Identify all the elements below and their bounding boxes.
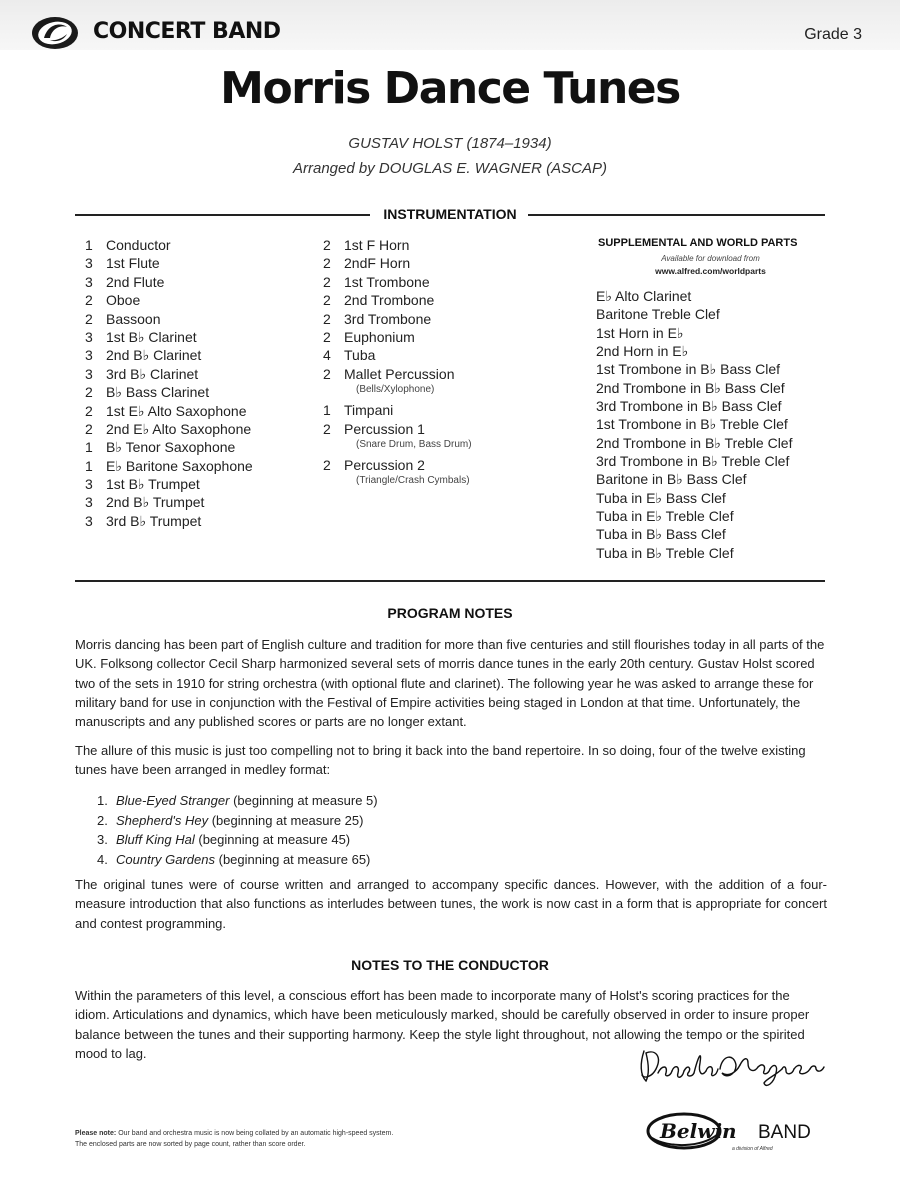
supplemental-item: 3rd Trombone in B♭ Treble Clef: [596, 453, 790, 470]
instrument-name: Percussion 1: [344, 420, 425, 437]
supplemental-item: Baritone Treble Clef: [596, 306, 720, 323]
instrument-name: Timpani: [344, 402, 394, 419]
supplemental-url[interactable]: www.alfred.com/worldparts: [655, 266, 766, 276]
instrument-name: 3rd B♭ Trumpet: [106, 512, 202, 529]
supplemental-item: Tuba in B♭ Bass Clef: [596, 526, 726, 543]
instrument-name: 2nd B♭ Trumpet: [106, 494, 205, 511]
instrument-item: [85, 493, 305, 511]
page-title: Morris Dance Tunes: [220, 63, 680, 114]
composer: GUSTAV HOLST (1874–1934): [348, 135, 552, 152]
instrument-qty: 1: [85, 237, 93, 253]
instrument-qty: 3: [85, 328, 93, 345]
program-notes-para-2: The allure of this music is just too compelling not to bring it back into the band repertoire. In so doing, four of the twelve existing tunes have been arranged in medley format:: [75, 743, 806, 778]
instrument-item: [85, 383, 305, 401]
instrument-qty: 3: [85, 494, 93, 511]
instrument-name: B♭ Tenor Saxophone: [106, 439, 236, 456]
instrument-qty: 2: [85, 310, 93, 327]
instrument-qty: 2: [323, 310, 331, 327]
instrument-name: B♭ Bass Clarinet: [106, 384, 210, 401]
instrument-qty: 1: [85, 439, 93, 456]
supplemental-item: 1st Trombone in B♭ Treble Clef: [596, 416, 788, 433]
conductor-notes-heading: NOTES TO THE CONDUCTOR: [351, 957, 549, 973]
instrument-name: 1st B♭ Trumpet: [106, 476, 200, 493]
supplemental-list: [596, 287, 793, 562]
instrument-item: [323, 236, 543, 254]
rule-right: [528, 214, 825, 216]
instrument-item: [323, 401, 543, 419]
tune-number: 1.: [97, 793, 108, 808]
instrument-item: [85, 420, 305, 438]
instrument-qty: 2: [85, 384, 93, 401]
supplemental-heading: SUPPLEMENTAL AND WORLD PARTS: [598, 237, 798, 249]
instrument-qty: 4: [323, 347, 331, 364]
instrument-item: [323, 310, 543, 328]
tune-number: 4.: [97, 851, 108, 867]
instrument-item: [323, 365, 543, 383]
instrument-qty: 2: [323, 255, 331, 272]
instrumentation-heading: INSTRUMENTATION: [383, 206, 517, 222]
instrument-item: [323, 420, 543, 438]
grade-label: Grade 3: [804, 26, 862, 43]
instrument-name: 1st B♭ Clarinet: [106, 328, 197, 345]
tune-item: [97, 811, 378, 831]
instrument-item: [323, 291, 543, 309]
supplemental-item: Tuba in B♭ Treble Clef: [596, 544, 734, 561]
program-notes-para-1: Morris dancing has been part of English culture and tradition for more than five centuries and still flourishes today in all parts of the UK. Folksong collector Cecil Sharp harmonized several sets of morris dance tunes in the early 20th century. Gustav Holst scored two of the sets in 1910 for string orchestra (with optional flute and clarinet). The following year he was asked to arrange these for military band for use in conjunction with the Festival of Empire activities being staged in London at that time. Unfortunately, the manuscripts and any published scores or parts are no longer extant.: [75, 637, 825, 730]
instrument-name: 1st E♭ Alto Saxophone: [106, 402, 247, 419]
instrument-name: 2nd B♭ Clarinet: [106, 347, 202, 364]
tune-item: [97, 850, 378, 870]
instrument-item: [85, 328, 305, 346]
footnote: [75, 1128, 393, 1150]
instrument-name: E♭ Baritone Saxophone: [106, 457, 253, 474]
instrument-qty: 2: [85, 420, 93, 437]
instrument-item: [323, 254, 543, 272]
series-title: CONCERT BAND: [93, 19, 281, 44]
instrument-note: [323, 474, 543, 492]
footnote-line-1: Our band and orchestra music is now being collated by an automatic high-speed system.: [116, 1130, 394, 1137]
supplemental-item: 1st Trombone in B♭ Bass Clef: [596, 361, 781, 378]
instrument-item: [85, 273, 305, 291]
instrument-name: Tuba: [344, 347, 376, 364]
instrument-qty: 2: [85, 292, 93, 309]
instrument-list-2: [323, 236, 543, 492]
tune-item: [97, 830, 378, 850]
instrument-qty: 3: [85, 476, 93, 493]
instrument-name: Conductor: [106, 237, 171, 253]
tune-title: Country Gardens: [116, 851, 215, 867]
tune-detail: (beginning at measure 45): [194, 832, 351, 847]
alfred-swoosh-logo-icon: [30, 14, 80, 52]
instrument-qty: 3: [85, 365, 93, 382]
publisher-division: a division of Alfred: [732, 1146, 773, 1152]
instrument-qty: 1: [85, 457, 93, 474]
instrument-name: Percussion 2: [344, 456, 425, 473]
instrument-name: 3rd Trombone: [344, 310, 432, 327]
instrument-item: [85, 291, 305, 309]
instrument-name: 1st Flute: [106, 255, 160, 272]
instrument-qty: 3: [85, 512, 93, 529]
instrument-note: [323, 383, 543, 401]
instrument-item: [85, 438, 305, 456]
publisher-name: Belwin: [660, 1119, 737, 1143]
instrument-note: [323, 438, 543, 456]
program-notes-para-3: The original tunes were of course written and arranged to accompany specific dances. However, with the addition of a four-measure introduction that also functions as interludes between tunes, the work is now cast in a form that is appropriate for concert and contest programming.: [75, 877, 827, 931]
instrument-item: [85, 346, 305, 364]
instrument-name: 1st Trombone: [344, 273, 430, 290]
signature: [636, 1043, 828, 1093]
instrument-item: [85, 310, 305, 328]
supplemental-item: 1st Horn in E♭: [596, 324, 684, 341]
instrument-qty: 2: [323, 420, 331, 437]
instrument-name: Mallet Percussion: [344, 365, 455, 382]
instrument-qty: 2: [323, 456, 331, 473]
supplemental-item: Tuba in E♭ Bass Clef: [596, 489, 726, 506]
instrument-name: Euphonium: [344, 328, 415, 345]
instrument-item: [85, 254, 305, 272]
instrument-name: 2nd Trombone: [344, 292, 435, 309]
instrument-item: [85, 512, 305, 530]
instrument-qty: 2: [323, 328, 331, 345]
tune-number: 3.: [97, 832, 108, 847]
footnote-line-2: The enclosed parts are now sorted by page count, rather than score order.: [75, 1141, 306, 1148]
tune-detail: (beginning at measure 25): [208, 812, 364, 828]
supplemental-item: 2nd Trombone in B♭ Treble Clef: [596, 434, 793, 451]
publisher-band: BAND: [758, 1122, 811, 1143]
instrument-name: 2nd Flute: [106, 273, 165, 290]
instrument-name: (Snare Drum, Bass Drum): [356, 438, 472, 450]
tune-detail: (beginning at measure 65): [215, 851, 371, 867]
instrument-item: [323, 273, 543, 291]
instrument-list-1: [85, 236, 305, 530]
instrument-name: Bassoon: [106, 310, 161, 327]
instrument-name: 2ndF Horn: [344, 255, 411, 272]
instrument-item: [85, 236, 305, 254]
instrument-qty: 3: [85, 347, 93, 364]
instrument-item: [323, 328, 543, 346]
instrument-name: (Bells/Xylophone): [356, 384, 435, 396]
footnote-label: Please note:: [75, 1130, 117, 1137]
instrument-name: 1st F Horn: [344, 237, 410, 253]
supplemental-item: 2nd Horn in E♭: [596, 343, 689, 360]
instrument-name: (Triangle/Crash Cymbals): [356, 475, 470, 487]
tune-detail: (beginning at measure 5): [229, 793, 378, 808]
tune-number: 2.: [97, 812, 108, 828]
supplemental-availability: Available for download from: [661, 254, 760, 263]
instrument-qty: 2: [323, 365, 331, 382]
tune-title: Shepherd's Hey: [116, 812, 209, 828]
supplemental-item: 2nd Trombone in B♭ Bass Clef: [596, 379, 785, 396]
instrument-item: [85, 457, 305, 475]
tune-title: Bluff King Hal: [116, 832, 195, 847]
instrument-qty: 1: [323, 402, 331, 419]
belwin-band-logo: [646, 1112, 836, 1154]
instrument-qty: 3: [85, 273, 93, 290]
instrument-qty: 2: [323, 292, 331, 309]
supplemental-item: 3rd Trombone in B♭ Bass Clef: [596, 398, 782, 415]
instrument-qty: 2: [323, 237, 331, 253]
section-divider: [75, 580, 825, 582]
instrument-item: [85, 365, 305, 383]
instrument-name: Oboe: [106, 292, 141, 309]
instrument-item: [323, 456, 543, 474]
supplemental-item: Baritone in B♭ Bass Clef: [596, 471, 747, 488]
instrument-item: [85, 402, 305, 420]
instrument-item: [85, 475, 305, 493]
tune-list: [97, 791, 378, 869]
program-notes-heading: PROGRAM NOTES: [387, 605, 513, 621]
instrument-qty: 3: [85, 255, 93, 272]
supplemental-item: E♭ Alto Clarinet: [596, 288, 692, 304]
supplemental-item: Tuba in E♭ Treble Clef: [596, 508, 734, 525]
arranger: Arranged by DOUGLAS E. WAGNER (ASCAP): [293, 160, 607, 177]
tune-title: Blue-Eyed Stranger: [116, 793, 230, 808]
instrument-item: [323, 346, 543, 364]
instrument-qty: 2: [85, 402, 93, 419]
tune-item: [97, 791, 378, 811]
conductor-notes-para: Within the parameters of this level, a conscious effort has been made to incorporate many of Holst's scoring practices for the idiom. Articulations and dynamics, which have been meticulously marked, should be carefully observed in order to insure proper balance between the tunes and their supporting harmony. Keep the style light throughout, not allowing the tempo or the spirited mood to lag.: [75, 988, 810, 1061]
instrument-name: 2nd E♭ Alto Saxophone: [106, 420, 252, 437]
instrument-name: 3rd B♭ Clarinet: [106, 365, 199, 382]
instrument-qty: 2: [323, 273, 331, 290]
